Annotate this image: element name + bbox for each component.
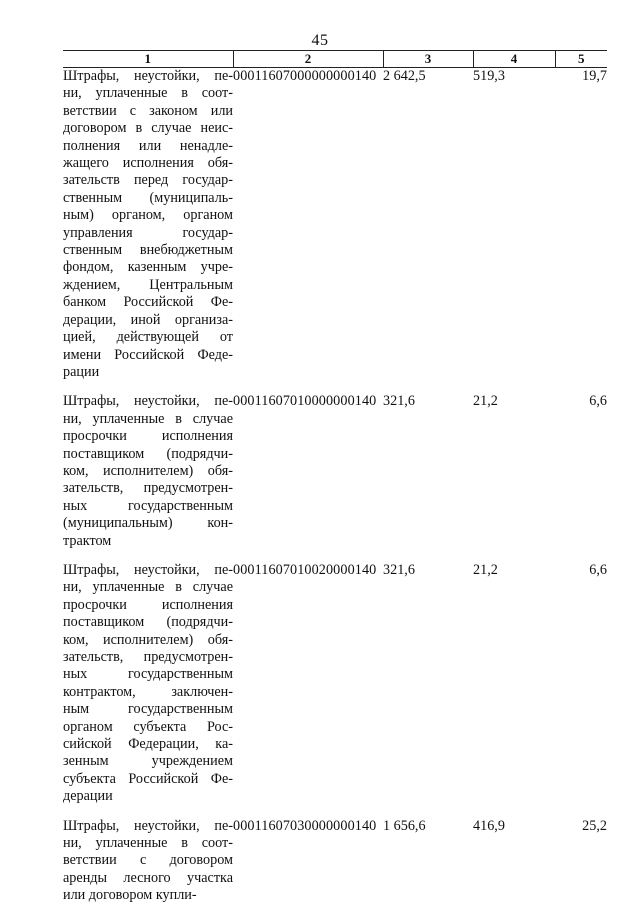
row-name-line: ных государственным [63, 666, 233, 683]
spacer-cell [63, 381, 233, 393]
row-name [63, 393, 233, 550]
spacer-cell [63, 550, 233, 562]
row-spacer [63, 381, 607, 393]
column-header-3: 3 [383, 51, 473, 68]
row-name-line: ни, уплаченные в случае [63, 579, 233, 596]
row-name-line: дерации, иной организа- [63, 311, 233, 328]
row-spacer [63, 550, 607, 562]
row-value-3: 321,6 [383, 561, 415, 578]
row-name-line: жащего исполнения обя- [63, 155, 233, 172]
spacer-cell [233, 381, 383, 393]
row-name-line: аренды лесного участка [63, 869, 233, 886]
row-name [63, 818, 233, 905]
row-name-line: управления государ- [63, 224, 233, 241]
row-value-4: 519,3 [473, 68, 505, 84]
row-name-line: поставщиком (подрядчи- [63, 445, 233, 462]
row-value-5: 19,7 [582, 68, 607, 84]
row-name-line: ветствии с договором [63, 852, 233, 869]
row-code: 00011607010000000140 [233, 393, 377, 410]
row-name-line: трактом [63, 532, 112, 549]
row-name-line: просрочки исполнения [63, 596, 233, 613]
row-code: 00011607030000000140 [233, 817, 377, 834]
row-name-line: дерации [63, 788, 113, 805]
row-name-line: ком, исполнителем) обя- [63, 631, 233, 648]
row-name-line: ни, уплаченные в соот- [63, 85, 233, 102]
spacer-cell [473, 806, 555, 818]
row-name-line: ных государственным [63, 497, 233, 514]
row-name-line: ни, уплаченные в случае [63, 410, 233, 427]
row-value-4: 21,2 [473, 393, 498, 410]
table-row [63, 562, 607, 806]
spacer-cell [555, 550, 607, 562]
row-name-line: ком, исполнителем) обя- [63, 462, 233, 479]
row-name-line: ждением, Центральным [63, 276, 233, 293]
row-value-5: 25,2 [582, 817, 607, 834]
row-name-line: имени Российской Феде- [63, 346, 233, 363]
spacer-cell [233, 550, 383, 562]
row-name-line: ветствии с законом или [63, 102, 233, 119]
row-value-4: 416,9 [473, 817, 505, 834]
row-name-line: ни, уплаченные в соот- [63, 835, 233, 852]
row-name-line: контрактом, заключен- [63, 683, 233, 700]
row-code: 00011607000000000140 [233, 68, 377, 84]
spacer-cell [555, 806, 607, 818]
spacer-cell [233, 806, 383, 818]
row-name-line: рации [63, 363, 100, 380]
row-name-line: договором в случае неис- [63, 120, 233, 137]
spacer-cell [555, 381, 607, 393]
table-row [63, 68, 607, 382]
row-name-line: ным государственным [63, 701, 233, 718]
row-value-3: 321,6 [383, 393, 415, 410]
row-name-line: зенным учреждением [63, 753, 233, 770]
column-header-4: 4 [473, 51, 555, 68]
spacer-cell [473, 381, 555, 393]
row-value-3: 2 642,5 [383, 68, 426, 84]
row-name-line: банком Российской Фе- [63, 294, 233, 311]
row-name-line: зательств, предусмотрен- [63, 649, 233, 665]
row-name-line: ственным внебюджетным [63, 242, 233, 259]
spacer-cell [473, 550, 555, 562]
spacer-cell [383, 550, 473, 562]
row-name-line: ственным (муниципаль- [63, 189, 233, 206]
row-name-line: Штрафы, неустойки, пе- [63, 817, 233, 834]
row-name-line: цией, действующей от [63, 329, 233, 346]
spacer-cell [383, 381, 473, 393]
row-name-line: поставщиком (подрядчи- [63, 614, 233, 631]
spacer-cell [63, 806, 233, 818]
column-header-5: 5 [555, 51, 607, 68]
column-header-1: 1 [63, 51, 233, 68]
row-name-line: Штрафы, неустойки, пе- [63, 68, 233, 84]
row-value-5: 6,6 [589, 561, 607, 578]
row-name-line: Штрафы, неустойки, пе- [63, 561, 233, 578]
row-name-line: зательств перед государ- [63, 172, 233, 189]
row-name-line: зательств, предусмотрен- [63, 480, 233, 497]
row-name-line: сийской Федерации, ка- [63, 736, 233, 753]
table-row [63, 818, 607, 905]
row-name-line: субъекта Российской Фе- [63, 770, 233, 787]
column-header-2: 2 [233, 51, 383, 68]
budget-table [63, 50, 607, 905]
row-value-3: 1 656,6 [383, 817, 426, 834]
row-name [63, 68, 233, 382]
row-value-4: 21,2 [473, 561, 498, 578]
row-code: 00011607010020000140 [233, 561, 377, 578]
table-body [63, 68, 607, 905]
row-name [63, 562, 233, 806]
row-name-line: (муниципальным) кон- [63, 515, 233, 532]
row-name-line: фондом, казенным учре- [63, 259, 233, 276]
row-spacer [63, 806, 607, 818]
row-name-line: просрочки исполнения [63, 428, 233, 445]
spacer-cell [383, 806, 473, 818]
row-name-line: полнения или ненадле- [63, 137, 233, 154]
row-value-5: 6,6 [589, 393, 607, 410]
header-row [63, 51, 607, 68]
page-number: 45 [311, 32, 329, 49]
table-row [63, 393, 607, 550]
row-name-line: или договором купли- [63, 887, 197, 904]
row-name-line: органом субъекта Рос- [63, 718, 233, 735]
row-name-line: ным) органом, органом [63, 207, 233, 224]
row-name-line: Штрафы, неустойки, пе- [63, 393, 233, 410]
